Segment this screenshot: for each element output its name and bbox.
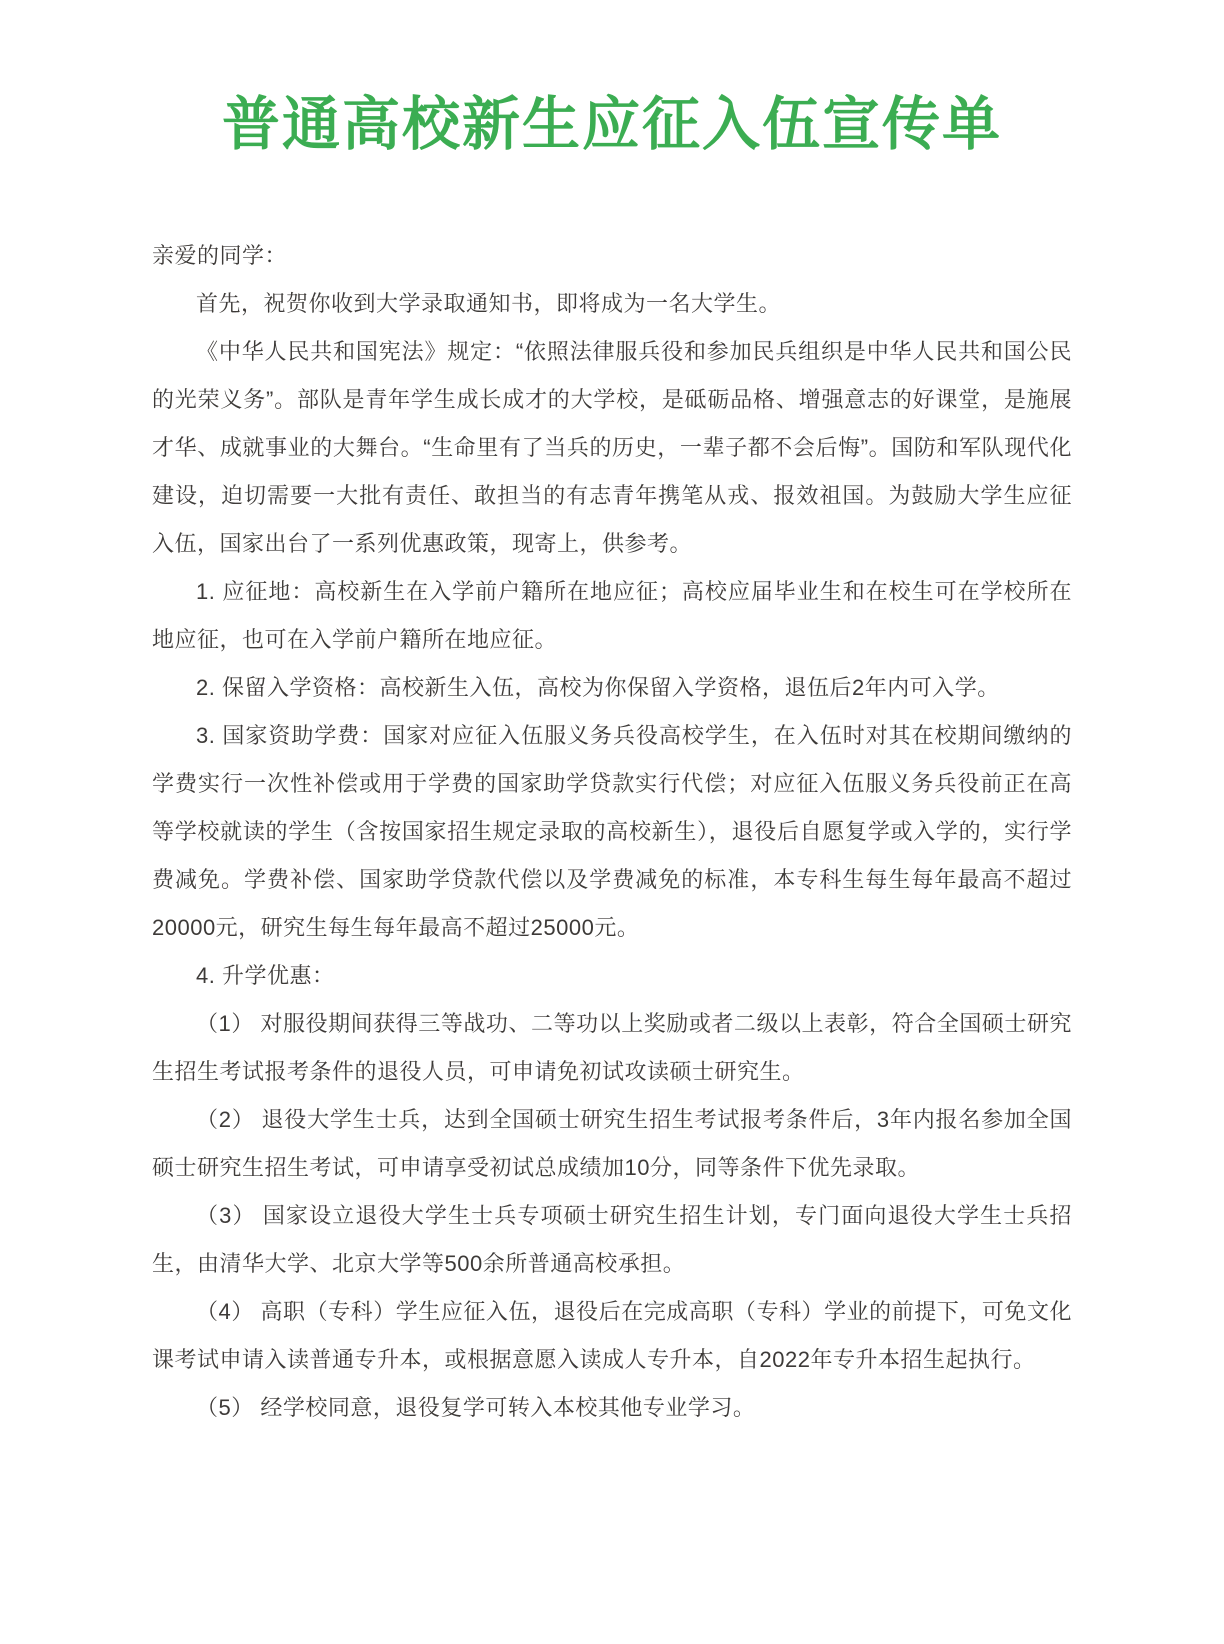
benefit-5-major-transfer: （5） 经学校同意，退役复学可转入本校其他专业学习。 <box>196 1395 756 1420</box>
policy-4-further-study-heading: 4. 升学优惠： <box>196 963 335 988</box>
policy-1-enlistment-place: 1. 应征地：高校新生在入学前户籍所在地应征；高校应届毕业生和在校生可在学校所在地应征，也可在入学前户籍所在地应征。 <box>152 579 1072 652</box>
intro-constitution-and-policy: 《中华人民共和国宪法》规定：“依照法律服兵役和参加民兵组织是中华人民共和国公民的光荣义务”。部队是青年学生成长成才的大学校，是砥砺品格、增强意志的好课堂，是施展才华、成就事业的大舞台。“生命里有了当兵的历史，一辈子都不会后悔”。国防和军队现代化建设，迫切需要一大批有责任、敢担当的有志青年携笔从戎、报效祖国。为鼓励大学生应征入伍，国家出台了一系列优惠政策，现寄上，供参考。 <box>152 339 1072 556</box>
benefit-2-extra-points: （2） 退役大学生士兵，达到全国硕士研究生招生考试报考条件后，3年内报名参加全国硕士研究生招生考试，可申请享受初试总成绩加10分，同等条件下优先录取。 <box>152 1107 1072 1180</box>
benefit-3-special-enrollment-plan: （3） 国家设立退役大学生士兵专项硕士研究生招生计划，专门面向退役大学生士兵招生，由清华大学、北京大学等500余所普通高校承担。 <box>152 1203 1072 1276</box>
benefit-4-vocational-upgrade: （4） 高职（专科）学生应征入伍，退役后在完成高职（专科）学业的前提下，可免文化课考试申请入读普通专升本，或根据意愿入读成人专升本，自2022年专升本招生起执行。 <box>152 1299 1072 1372</box>
page-title: 普通高校新生应征入伍宣传单 <box>221 92 1002 157</box>
salutation: 亲爱的同学： <box>152 243 288 268</box>
benefit-1-exam-exemption: （1） 对服役期间获得三等战功、二等功以上奖励或者二级以上表彰，符合全国硕士研究生招生考试报考条件的退役人员，可申请免初试攻读硕士研究生。 <box>152 1011 1072 1084</box>
policy-2-retain-admission: 2. 保留入学资格：高校新生入伍，高校为你保留入学资格，退伍后2年内可入学。 <box>196 675 1000 700</box>
policy-3-tuition-aid: 3. 国家资助学费：国家对应征入伍服义务兵役高校学生，在入伍时对其在校期间缴纳的学费实行一次性补偿或用于学费的国家助学贷款实行代偿；对应征入伍服义务兵役前正在高等学校就读的学生（含按国家招生规定录取的高校新生），退役后自愿复学或入学的，实行学费减免。学费补偿、国家助学贷款代偿以及学费减免的标准，本专科生每生每年最高不超过20000元，研究生每生每年最高不超过25000元。 <box>152 723 1072 940</box>
intro-congratulations: 首先，祝贺你收到大学录取通知书，即将成为一名大学生。 <box>196 291 782 316</box>
flyer-body <box>152 232 1072 1432</box>
